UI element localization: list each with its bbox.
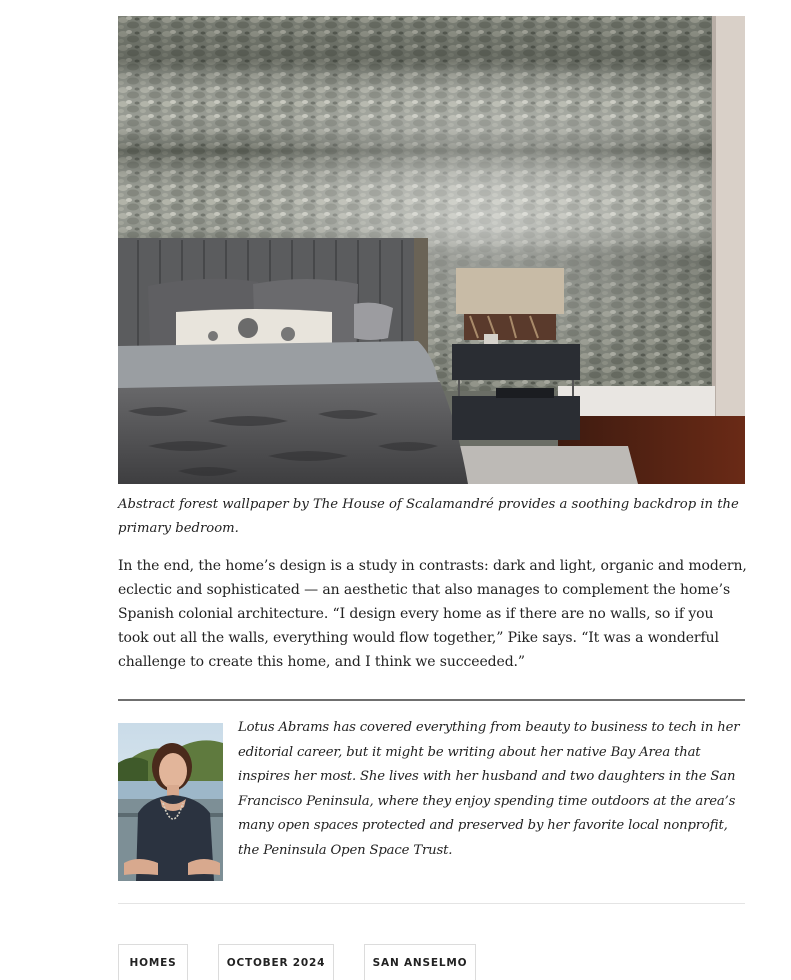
tag-october-2024[interactable]: OCTOBER 2024 (218, 944, 334, 980)
tag-homes[interactable]: HOMES (118, 944, 188, 980)
article-paragraph: In the end, the home’s design is a study in contrasts: dark and light, organic and modern, eclectic and sophisticated — an aesthetic that also manages to complement the home’s Spanish colonial architecture. “I design every home as if there are no walls, so if you took out all the walls, everything would flow together,” Pike says. “It was a wonderful challenge to create this home, and I think we succeeded.” (118, 558, 747, 670)
author-bio: Lotus Abrams has covered everything from beauty to business to tech in her editorial career, but it might be writing about her native Bay Area that inspires her most. She lives with her husband and two daughters in the San Francisco Peninsula, where they enjoy spending time outdoors at the area’s many open spaces protected and preserved by her favorite local nonprofit, the Peninsula Open Space Trust. (238, 720, 740, 858)
tag-san-anselmo[interactable]: SAN ANSELMO (364, 944, 476, 980)
photo-caption: Abstract forest wallpaper by The House of Scalamandré provides a soothing backdrop in the primary bedroom. (118, 497, 739, 536)
author-avatar (118, 723, 223, 881)
article-photo (118, 16, 745, 484)
author-divider (118, 699, 745, 701)
tags-divider (118, 903, 745, 904)
